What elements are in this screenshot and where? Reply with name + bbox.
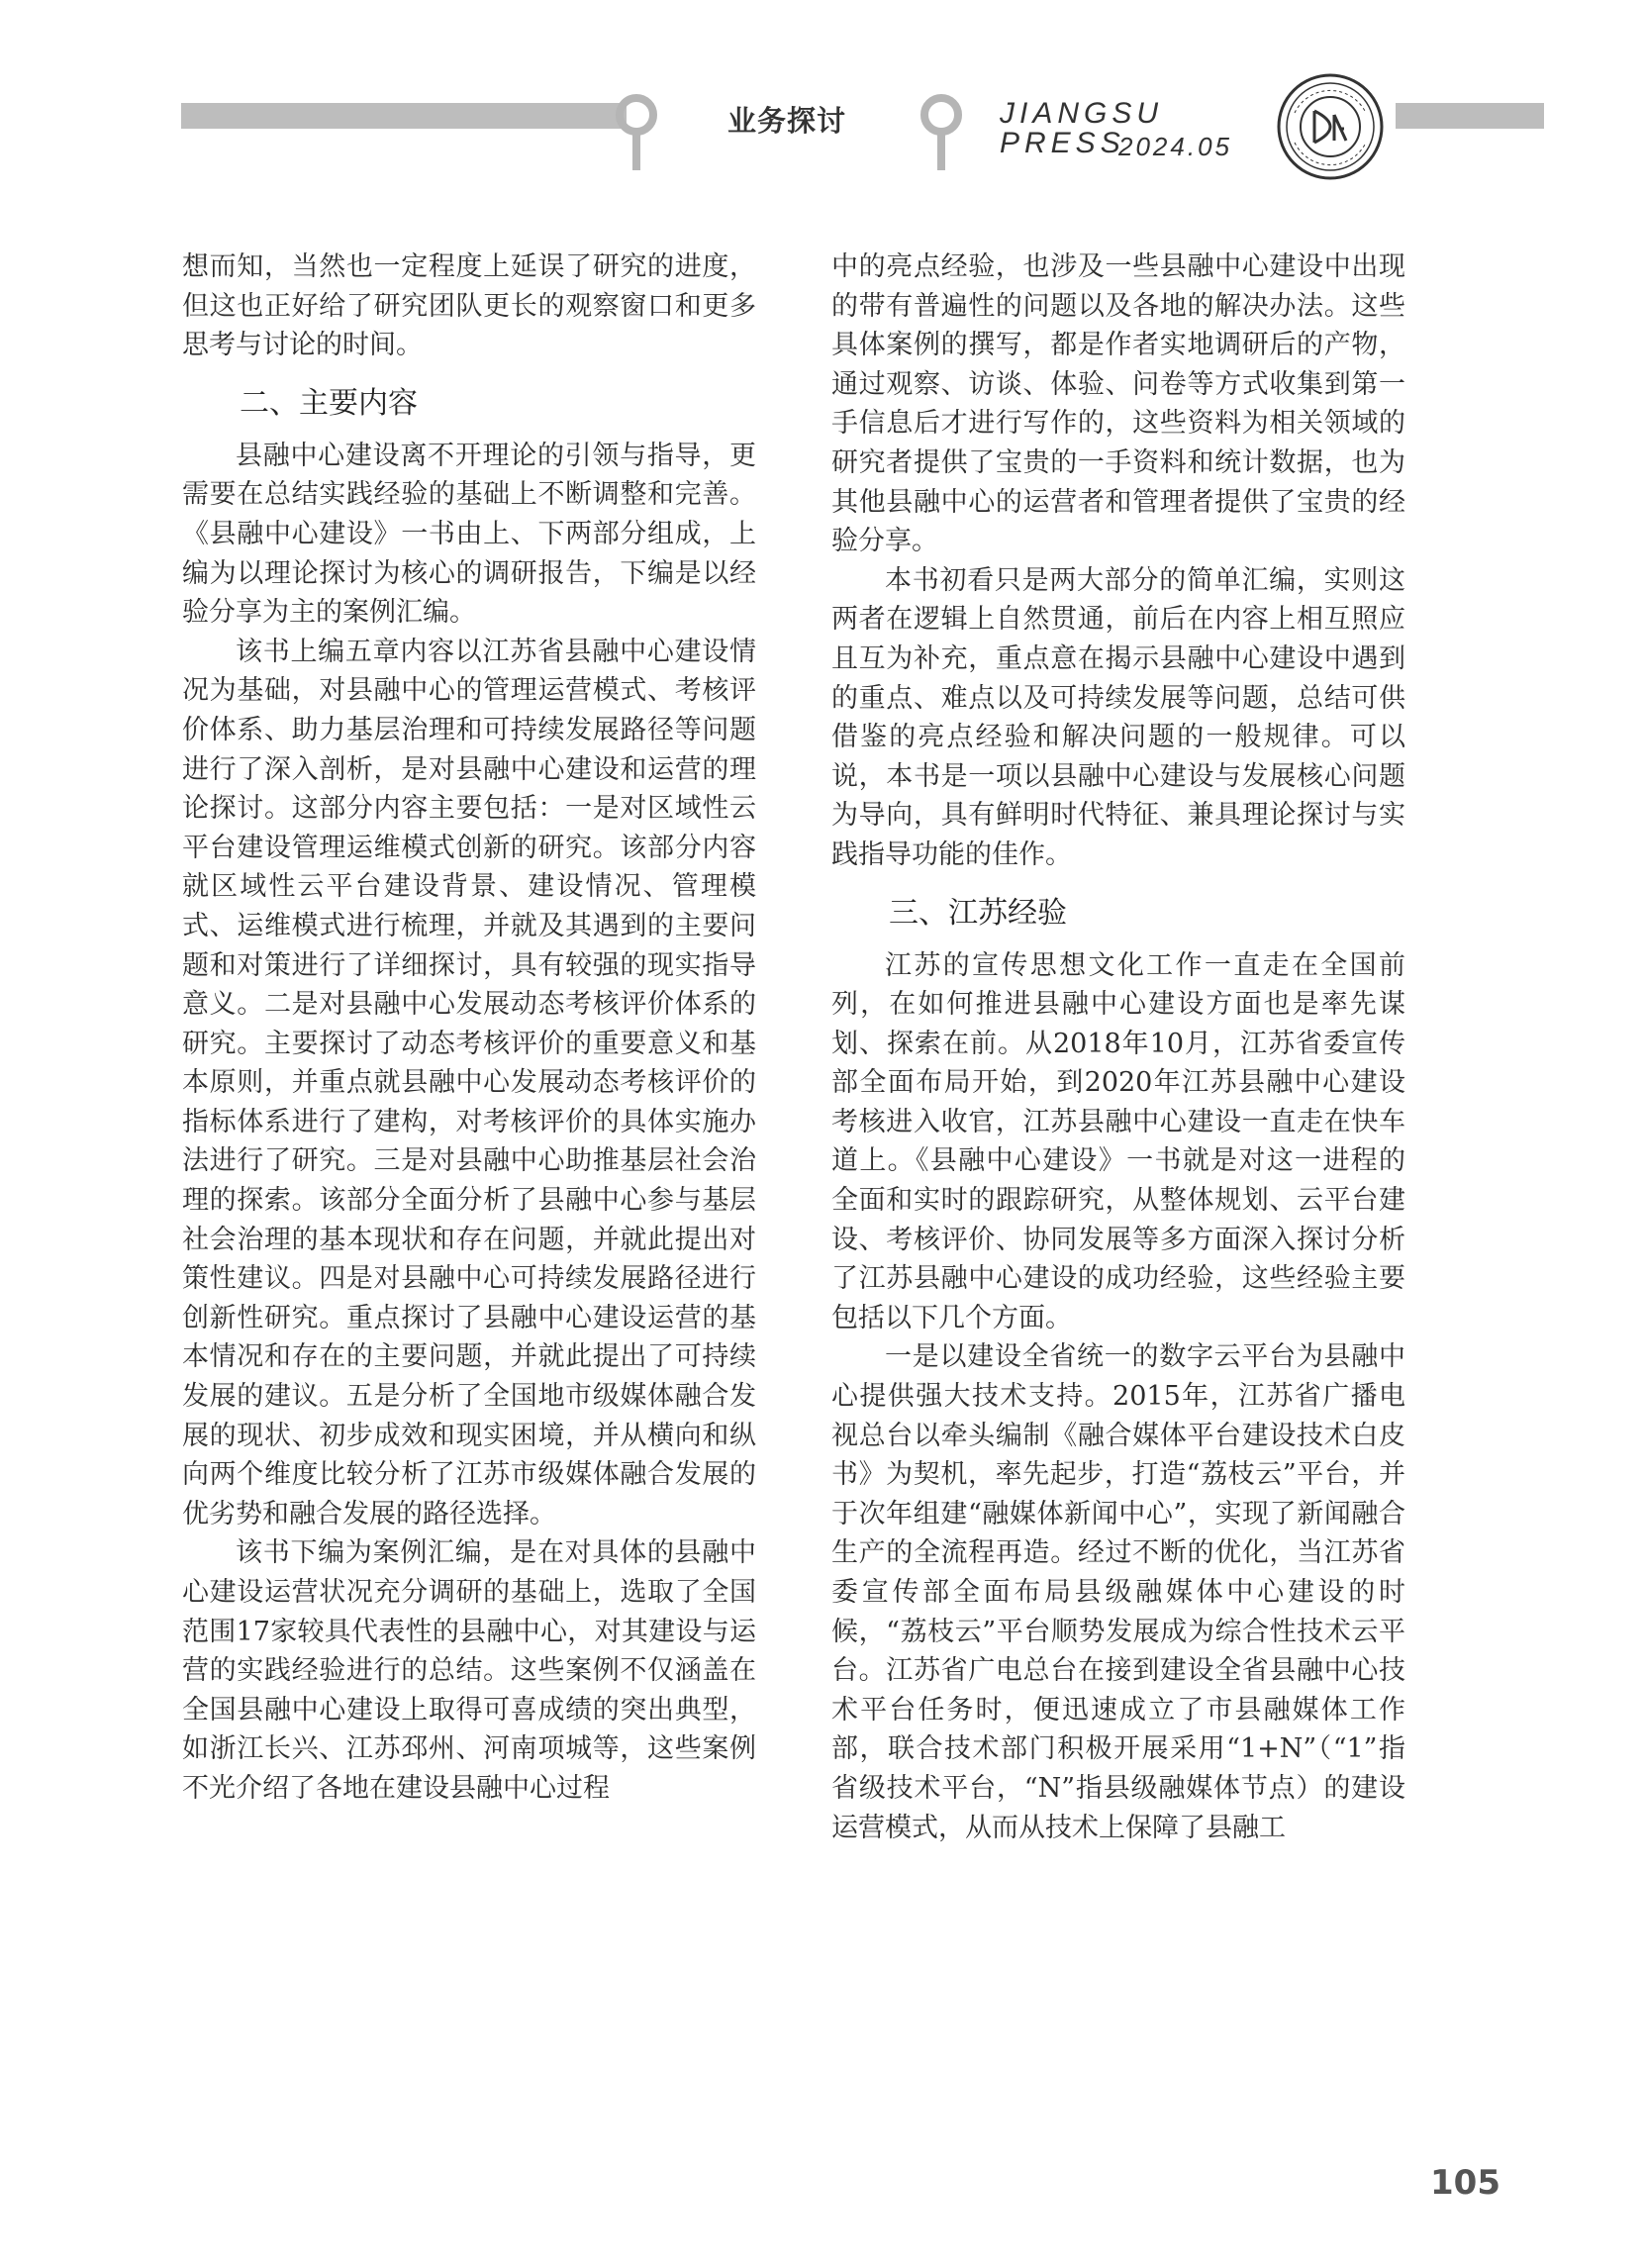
header-bar-left (181, 103, 627, 129)
journal-brand: JIANGSU PRESS (1000, 97, 1164, 159)
left-column (182, 247, 756, 1809)
location-pin-icon (614, 93, 659, 172)
section-heading: 三、江苏经验 (889, 895, 1067, 931)
location-pin-icon (919, 93, 964, 172)
paragraph: 中的亮点经验，也涉及一些县融中心建设中出现的带有普遍性的问题以及各地的解决办法。这些具体案例的撰写，都是作者实地调研后的产物，通过观察、访谈、体验、问卷等方式收集到第一手信息后才进行写作的，这些资料为相关领域的研究者提供了宝贵的一手资料和统计数据，也为其他县融中心的运营者和管理者提供了宝贵的经验分享。 (831, 251, 1405, 557)
header-bar-right (1396, 103, 1544, 129)
paragraph: 县融中心建设离不开理论的引领与指导，更需要在总结实践经验的基础上不断调整和完善。《县融中心建设》一书由上、下两部分组成，上编为以理论探讨为核心的调研报告，下编是以经验分享为主的案例汇编。 (182, 440, 756, 629)
section-heading: 二、主要内容 (240, 385, 418, 421)
right-column (831, 247, 1405, 1847)
paragraph: 该书上编五章内容以江苏省县融中心建设情况为基础，对县融中心的管理运营模式、考核评价体系、助力基层治理和可持续发展路径等问题进行了深入剖析，是对县融中心建设和运营的理论探讨。这部分内容主要包括：一是对区域性云平台建设管理运维模式创新的研究。该部分内容就区域性云平台建设背景、建设情况、管理模式、运维模式进行梳理，并就及其遇到的主要问题和对策进行了详细探讨，具有较强的现实指导意义。二是对县融中心发展动态考核评价体系的研究。主要探讨了动态考核评价的重要意义和基本原则，并重点就县融中心发展动态考核评价的指标体系进行了建构，对考核评价的具体实施办法进行了研究。三是对县融中心助推基层社会治理的探索。该部分全面分析了县融中心参与基层社会治理的基本现状和存在问题，并就此提出对策性建议。四是对县融中心可持续发展路径进行创新性研究。重点探讨了县融中心建设运营的基本情况和存在的主要问题，并就此提出了可持续发展的建议。五是分析了全国地市级媒体融合发展的现状、初步成效和现实困境，并从横向和纵向两个维度比较分析了江苏市级媒体融合发展的优劣势和融合发展的路径选择。 (182, 636, 756, 1529)
section-label: 业务探讨 (727, 104, 847, 138)
page-number: 105 (1430, 2163, 1500, 2203)
paragraph: 一是以建设全省统一的数字云平台为县融中心提供强大技术支持。2015年，江苏省广播电视总台以牵头编制《融合媒体平台建设技术白皮书》为契机，率先起步，打造“荔枝云”平台，并于次年组建“融媒体新闻中心”，实现了新闻融合生产的全流程再造。经过不断的优化，当江苏省委宣传部全面布局县级融媒体中心建设的时候，“荔枝云”平台顺势发展成为综合性技术云平台。江苏省广电总台在接到建设全省县融中心技术平台任务时，便迅速成立了市县融媒体工作部，联合技术部门积极开展采用“1+N”（“1”指省级技术平台，“N”指县级融媒体节点）的建设运营模式，从而从技术上保障了县融工 (831, 1341, 1405, 1843)
paragraph: 该书下编为案例汇编，是在对具体的县融中心建设运营状况充分调研的基础上，选取了全国范围17家较具代表性的县融中心，对其建设与运营的实践经验进行的总结。这些案例不仅涵盖在全国县融中心建设上取得可喜成绩的突出典型，如浙江长兴、江苏邳州、河南项城等，这些案例不光介绍了各地在建设县融中心过程 (182, 1537, 756, 1804)
paragraph: 想而知，当然也一定程度上延误了研究的进度，但这也正好给了研究团队更长的观察窗口和更多思考与讨论的时间。 (182, 251, 756, 361)
journal-seal-icon (1275, 71, 1386, 182)
issue-number: 2024.05 (1118, 132, 1232, 161)
paragraph: 本书初看只是两大部分的简单汇编，实则这两者在逻辑上自然贯通，前后在内容上相互照应且互为补充，重点意在揭示县融中心建设中遇到的重点、难点以及可持续发展等问题，总结可供借鉴的亮点经验和解决问题的一般规律。可以说，本书是一项以县融中心建设与发展核心问题为导向，具有鲜明时代特征、兼具理论探讨与实践指导功能的佳作。 (831, 564, 1405, 870)
paragraph: 江苏的宣传思想文化工作一直走在全国前列，在如何推进县融中心建设方面也是率先谋划、探索在前。从2018年10月，江苏省委宣传部全面布局开始，到2020年江苏县融中心建设考核进入收官，江苏县融中心建设一直走在快车道上。《县融中心建设》一书就是对这一进程的全面和实时的跟踪研究，从整体规划、云平台建设、考核评价、协同发展等多方面深入探讨分析了江苏县融中心建设的成功经验，这些经验主要包括以下几个方面。 (831, 949, 1405, 1333)
